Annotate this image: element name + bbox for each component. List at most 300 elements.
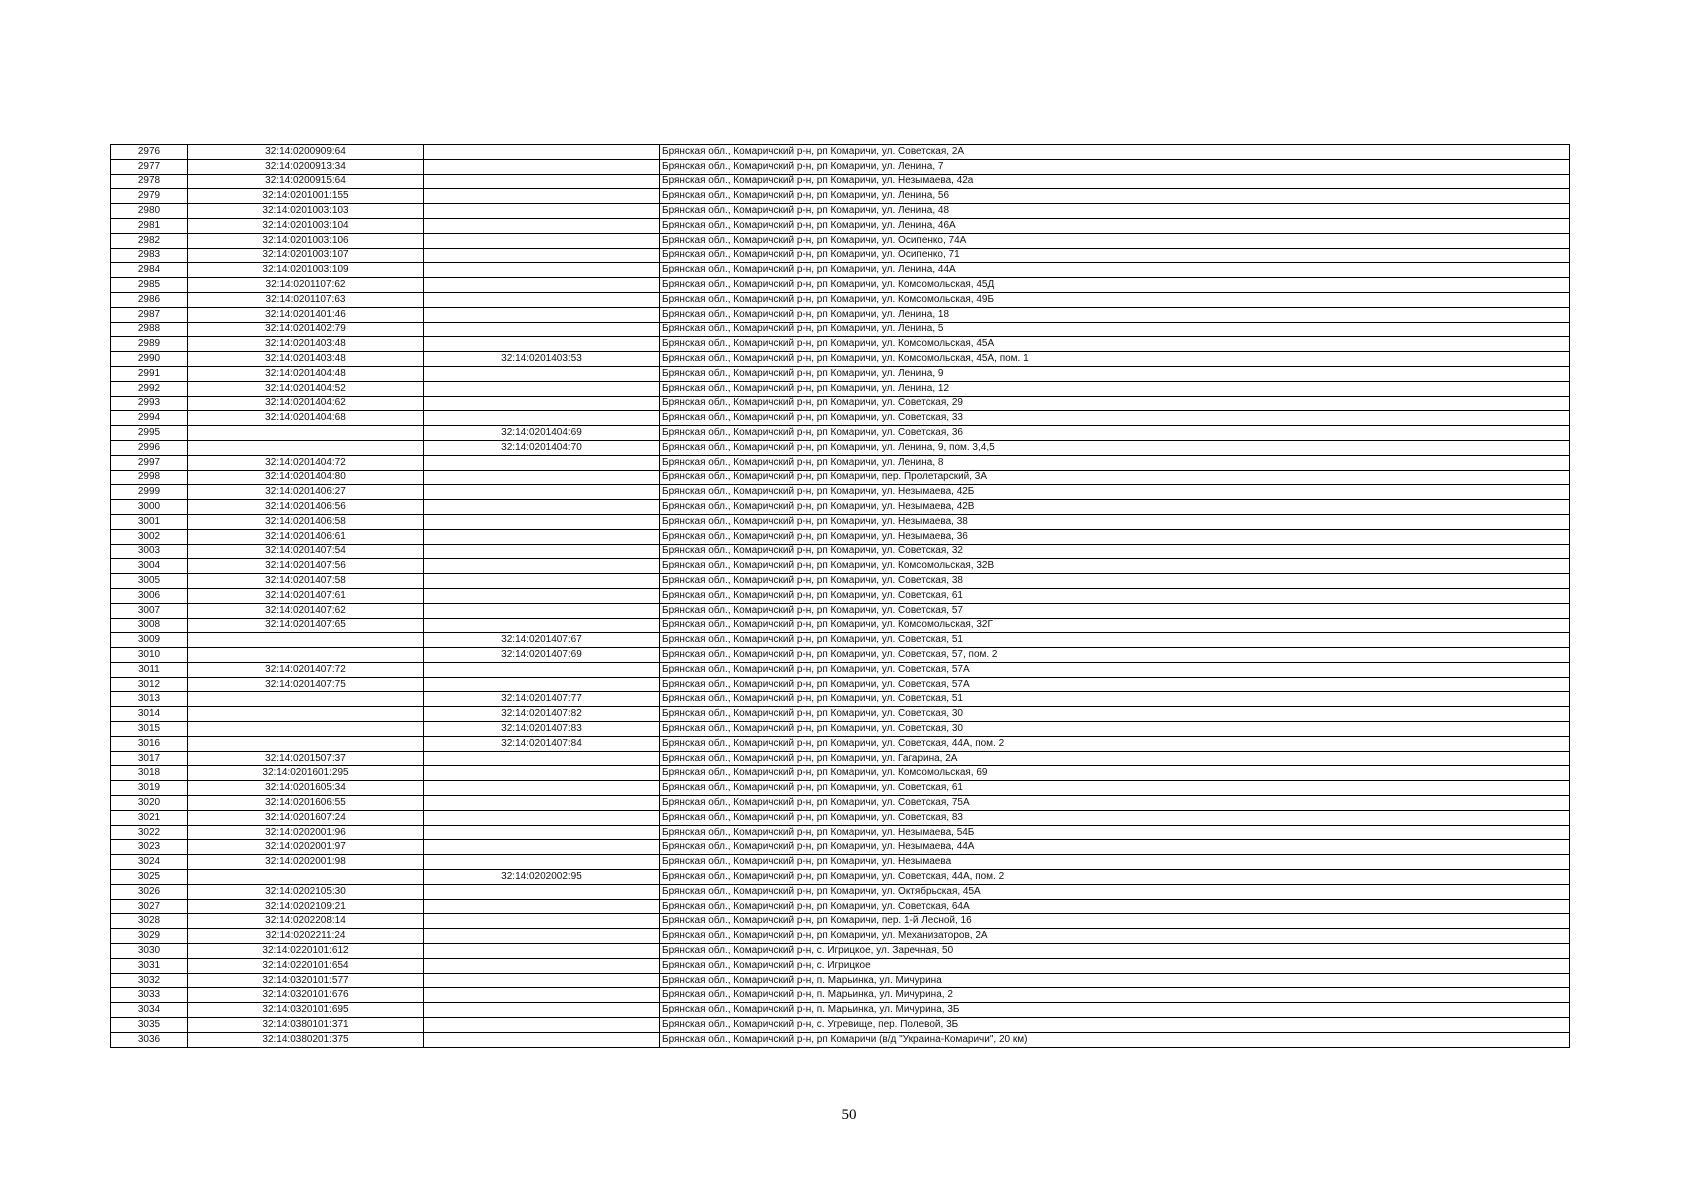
address-cell: Брянская обл., Комаричский р-н, рп Комаричи, ул. Советская, 30	[660, 707, 1570, 722]
address-cell: Брянская обл., Комаричский р-н, рп Комаричи, ул. Незымаева, 42В	[660, 500, 1570, 515]
row-number-cell: 3028	[111, 914, 188, 929]
row-number-cell: 3010	[111, 648, 188, 663]
address-cell: Брянская обл., Комаричский р-н, рп Комаричи, ул. Комсомольская, 49Б	[660, 292, 1570, 307]
table-row	[111, 248, 1570, 263]
address-cell: Брянская обл., Комаричский р-н, рп Комаричи, ул. Советская, 57, пом. 2	[660, 648, 1570, 663]
cadastral-number-cell	[188, 633, 424, 648]
premises-cadastral-number-cell: 32:14:0201404:69	[424, 426, 660, 441]
address-cell: Брянская обл., Комаричский р-н, рп Комаричи, ул. Ленина, 8	[660, 455, 1570, 470]
row-number-cell: 2976	[111, 145, 188, 160]
address-cell: Брянская обл., Комаричский р-н, рп Комаричи, ул. Ленина, 46А	[660, 218, 1570, 233]
cadastral-number-cell	[188, 736, 424, 751]
row-number-cell: 3032	[111, 973, 188, 988]
row-number-cell: 3009	[111, 633, 188, 648]
cadastral-number-cell: 32:14:0201605:34	[188, 781, 424, 796]
premises-cadastral-number-cell	[424, 307, 660, 322]
address-cell: Брянская обл., Комаричский р-н, с. Игрицкое	[660, 958, 1570, 973]
row-number-cell: 3018	[111, 766, 188, 781]
row-number-cell: 3007	[111, 603, 188, 618]
address-cell: Брянская обл., Комаричский р-н, рп Комаричи, ул. Незымаева, 42Б	[660, 485, 1570, 500]
cadastral-number-cell: 32:14:0200915:64	[188, 174, 424, 189]
table-row	[111, 751, 1570, 766]
address-cell: Брянская обл., Комаричский р-н, рп Комаричи, ул. Ленина, 44А	[660, 263, 1570, 278]
premises-cadastral-number-cell	[424, 840, 660, 855]
address-cell: Брянская обл., Комаричский р-н, п. Марьинка, ул. Мичурина, 3Б	[660, 1003, 1570, 1018]
row-number-cell: 2982	[111, 233, 188, 248]
premises-cadastral-number-cell: 32:14:0201407:67	[424, 633, 660, 648]
table-row	[111, 470, 1570, 485]
row-number-cell: 2993	[111, 396, 188, 411]
premises-cadastral-number-cell	[424, 174, 660, 189]
row-number-cell: 3034	[111, 1003, 188, 1018]
premises-cadastral-number-cell	[424, 899, 660, 914]
address-cell: Брянская обл., Комаричский р-н, рп Комаричи, ул. Октябрьская, 45А	[660, 884, 1570, 899]
premises-cadastral-number-cell: 32:14:0201407:77	[424, 692, 660, 707]
premises-cadastral-number-cell	[424, 1003, 660, 1018]
cadastral-number-cell: 32:14:0202001:97	[188, 840, 424, 855]
cadastral-number-cell: 32:14:0380201:375	[188, 1032, 424, 1047]
table-row	[111, 677, 1570, 692]
premises-cadastral-number-cell: 32:14:0201407:69	[424, 648, 660, 663]
row-number-cell: 2995	[111, 426, 188, 441]
address-cell: Брянская обл., Комаричский р-н, рп Комаричи, ул. Незымаева	[660, 855, 1570, 870]
table-row	[111, 899, 1570, 914]
address-cell: Брянская обл., Комаричский р-н, рп Комаричи, ул. Советская, 29	[660, 396, 1570, 411]
address-cell: Брянская обл., Комаричский р-н, с. Угревище, пер. Полевой, 3Б	[660, 1018, 1570, 1033]
row-number-cell: 3000	[111, 500, 188, 515]
table-row	[111, 766, 1570, 781]
row-number-cell: 2983	[111, 248, 188, 263]
premises-cadastral-number-cell	[424, 810, 660, 825]
row-number-cell: 2997	[111, 455, 188, 470]
premises-cadastral-number-cell	[424, 677, 660, 692]
premises-cadastral-number-cell	[424, 796, 660, 811]
table-row	[111, 278, 1570, 293]
address-cell: Брянская обл., Комаричский р-н, рп Комаричи, ул. Советская, 75А	[660, 796, 1570, 811]
cadastral-number-cell: 32:14:0201404:80	[188, 470, 424, 485]
row-number-cell: 2984	[111, 263, 188, 278]
row-number-cell: 3025	[111, 870, 188, 885]
cadastral-number-cell: 32:14:0201406:56	[188, 500, 424, 515]
row-number-cell: 2977	[111, 159, 188, 174]
table-row	[111, 145, 1570, 160]
address-cell: Брянская обл., Комаричский р-н, рп Комаричи, ул. Ленина, 9, пом. 3,4,5	[660, 440, 1570, 455]
row-number-cell: 3026	[111, 884, 188, 899]
table-row	[111, 544, 1570, 559]
cadastral-number-cell: 32:14:0201107:62	[188, 278, 424, 293]
premises-cadastral-number-cell	[424, 381, 660, 396]
row-number-cell: 3002	[111, 529, 188, 544]
table-row	[111, 1032, 1570, 1047]
address-cell: Брянская обл., Комаричский р-н, рп Комаричи, ул. Советская, 32	[660, 544, 1570, 559]
table-row	[111, 529, 1570, 544]
row-number-cell: 2991	[111, 366, 188, 381]
cadastral-number-cell: 32:14:0320101:676	[188, 988, 424, 1003]
table-row	[111, 633, 1570, 648]
row-number-cell: 3003	[111, 544, 188, 559]
address-cell: Брянская обл., Комаричский р-н, рп Комаричи, пер. 1-й Лесной, 16	[660, 914, 1570, 929]
address-cell: Брянская обл., Комаричский р-н, рп Комаричи, ул. Советская, 44А, пом. 2	[660, 736, 1570, 751]
address-cell: Брянская обл., Комаричский р-н, п. Марьинка, ул. Мичурина	[660, 973, 1570, 988]
address-cell: Брянская обл., Комаричский р-н, рп Комаричи, ул. Советская, 64А	[660, 899, 1570, 914]
page-number: 50	[841, 1107, 857, 1123]
premises-cadastral-number-cell	[424, 322, 660, 337]
table-row	[111, 485, 1570, 500]
cadastral-number-cell: 32:14:0201407:75	[188, 677, 424, 692]
cadastral-number-cell: 32:14:0201003:103	[188, 204, 424, 219]
address-cell: Брянская обл., Комаричский р-н, рп Комаричи, ул. Советская, 44А, пом. 2	[660, 870, 1570, 885]
row-number-cell: 3017	[111, 751, 188, 766]
row-number-cell: 2990	[111, 352, 188, 367]
address-cell: Брянская обл., Комаричский р-н, рп Комаричи, ул. Осипенко, 71	[660, 248, 1570, 263]
row-number-cell: 3036	[111, 1032, 188, 1047]
cadastral-number-cell: 32:14:0380101:371	[188, 1018, 424, 1033]
address-cell: Брянская обл., Комаричский р-н, рп Комаричи, ул. Советская, 38	[660, 574, 1570, 589]
row-number-cell: 3030	[111, 944, 188, 959]
row-number-cell: 2988	[111, 322, 188, 337]
table-row	[111, 366, 1570, 381]
table-row	[111, 884, 1570, 899]
table-row	[111, 618, 1570, 633]
premises-cadastral-number-cell	[424, 766, 660, 781]
premises-cadastral-number-cell	[424, 500, 660, 515]
table-row	[111, 648, 1570, 663]
table-row	[111, 973, 1570, 988]
premises-cadastral-number-cell	[424, 159, 660, 174]
cadastral-number-cell: 32:14:0201406:61	[188, 529, 424, 544]
table-row	[111, 870, 1570, 885]
address-cell: Брянская обл., Комаричский р-н, рп Комаричи, ул. Ленина, 12	[660, 381, 1570, 396]
premises-cadastral-number-cell	[424, 559, 660, 574]
row-number-cell: 3024	[111, 855, 188, 870]
address-cell: Брянская обл., Комаричский р-н, рп Комаричи, ул. Незымаева, 36	[660, 529, 1570, 544]
row-number-cell: 3001	[111, 514, 188, 529]
cadastral-number-cell: 32:14:0201606:55	[188, 796, 424, 811]
premises-cadastral-number-cell	[424, 366, 660, 381]
cadastral-number-cell: 32:14:0201401:46	[188, 307, 424, 322]
row-number-cell: 3029	[111, 929, 188, 944]
premises-cadastral-number-cell: 32:14:0201407:83	[424, 722, 660, 737]
cadastral-number-cell: 32:14:0201404:62	[188, 396, 424, 411]
cadastral-number-cell: 32:14:0201406:58	[188, 514, 424, 529]
premises-cadastral-number-cell	[424, 529, 660, 544]
cadastral-number-cell: 32:14:0201607:24	[188, 810, 424, 825]
address-cell: Брянская обл., Комаричский р-н, рп Комаричи, ул. Советская, 30	[660, 722, 1570, 737]
table-row	[111, 929, 1570, 944]
cadastral-number-cell: 32:14:0201407:61	[188, 588, 424, 603]
row-number-cell: 3027	[111, 899, 188, 914]
address-cell: Брянская обл., Комаричский р-н, рп Комаричи, ул. Ленина, 48	[660, 204, 1570, 219]
cadastral-number-cell	[188, 692, 424, 707]
table-row	[111, 292, 1570, 307]
address-cell: Брянская обл., Комаричский р-н, рп Комаричи, ул. Незымаева, 54Б	[660, 825, 1570, 840]
premises-cadastral-number-cell	[424, 781, 660, 796]
table-row	[111, 722, 1570, 737]
table-row	[111, 1003, 1570, 1018]
address-cell: Брянская обл., Комаричский р-н, рп Комаричи (в/д "Украина-Комаричи", 20 км)	[660, 1032, 1570, 1047]
premises-cadastral-number-cell	[424, 396, 660, 411]
row-number-cell: 3004	[111, 559, 188, 574]
address-cell: Брянская обл., Комаричский р-н, рп Комаричи, ул. Осипенко, 74А	[660, 233, 1570, 248]
table-row	[111, 159, 1570, 174]
premises-cadastral-number-cell	[424, 485, 660, 500]
row-number-cell: 3031	[111, 958, 188, 973]
address-cell: Брянская обл., Комаричский р-н, рп Комаричи, ул. Советская, 57	[660, 603, 1570, 618]
cadastral-number-cell: 32:14:0201406:27	[188, 485, 424, 500]
address-cell: Брянская обл., Комаричский р-н, рп Комаричи, ул. Советская, 51	[660, 633, 1570, 648]
premises-cadastral-number-cell: 32:14:0201403:53	[424, 352, 660, 367]
cadastral-number-cell: 32:14:0201404:72	[188, 455, 424, 470]
table-row	[111, 796, 1570, 811]
table-row	[111, 988, 1570, 1003]
premises-cadastral-number-cell	[424, 929, 660, 944]
address-cell: Брянская обл., Комаричский р-н, рп Комаричи, ул. Комсомольская, 45А, пом. 1	[660, 352, 1570, 367]
table-row	[111, 337, 1570, 352]
table-row	[111, 500, 1570, 515]
premises-cadastral-number-cell	[424, 204, 660, 219]
table-row	[111, 263, 1570, 278]
cadastral-number-cell: 32:14:0201407:62	[188, 603, 424, 618]
address-cell: Брянская обл., Комаричский р-н, рп Комаричи, ул. Советская, 83	[660, 810, 1570, 825]
address-cell: Брянская обл., Комаричский р-н, рп Комаричи, ул. Ленина, 7	[660, 159, 1570, 174]
row-number-cell: 3013	[111, 692, 188, 707]
premises-cadastral-number-cell	[424, 337, 660, 352]
cadastral-number-cell: 32:14:0220101:654	[188, 958, 424, 973]
cadastral-number-cell: 32:14:0201403:48	[188, 352, 424, 367]
table-row	[111, 707, 1570, 722]
row-number-cell: 3005	[111, 574, 188, 589]
row-number-cell: 2994	[111, 411, 188, 426]
premises-cadastral-number-cell: 32:14:0201404:70	[424, 440, 660, 455]
premises-cadastral-number-cell	[424, 751, 660, 766]
row-number-cell: 2981	[111, 218, 188, 233]
premises-cadastral-number-cell	[424, 988, 660, 1003]
row-number-cell: 2998	[111, 470, 188, 485]
cadastral-number-cell: 32:14:0220101:612	[188, 944, 424, 959]
cadastral-number-cell: 32:14:0201003:109	[188, 263, 424, 278]
premises-cadastral-number-cell	[424, 944, 660, 959]
table-row	[111, 440, 1570, 455]
premises-cadastral-number-cell	[424, 218, 660, 233]
cadastral-number-cell: 32:14:0201407:58	[188, 574, 424, 589]
premises-cadastral-number-cell	[424, 1032, 660, 1047]
cadastral-number-cell: 32:14:0202001:98	[188, 855, 424, 870]
premises-cadastral-number-cell	[424, 455, 660, 470]
table-row	[111, 736, 1570, 751]
premises-cadastral-number-cell	[424, 145, 660, 160]
address-cell: Брянская обл., Комаричский р-н, рп Комаричи, ул. Советская, 61	[660, 781, 1570, 796]
table-row	[111, 189, 1570, 204]
row-number-cell: 3015	[111, 722, 188, 737]
cadastral-number-cell: 32:14:0202208:14	[188, 914, 424, 929]
table-row	[111, 455, 1570, 470]
row-number-cell: 3035	[111, 1018, 188, 1033]
table-row	[111, 174, 1570, 189]
table-row	[111, 322, 1570, 337]
cadastral-number-cell: 32:14:0201107:63	[188, 292, 424, 307]
table-row	[111, 218, 1570, 233]
address-cell: Брянская обл., Комаричский р-н, рп Комаричи, ул. Комсомольская, 32В	[660, 559, 1570, 574]
cadastral-number-cell: 32:14:0201403:48	[188, 337, 424, 352]
address-cell: Брянская обл., Комаричский р-н, рп Комаричи, ул. Советская, 2А	[660, 145, 1570, 160]
table-row	[111, 307, 1570, 322]
premises-cadastral-number-cell	[424, 662, 660, 677]
table-row	[111, 204, 1570, 219]
row-number-cell: 3021	[111, 810, 188, 825]
cadastral-number-cell	[188, 722, 424, 737]
cadastral-number-cell: 32:14:0201407:65	[188, 618, 424, 633]
cadastral-number-cell: 32:14:0202211:24	[188, 929, 424, 944]
register-table-body	[111, 145, 1570, 1048]
table-row	[111, 781, 1570, 796]
table-row	[111, 692, 1570, 707]
address-cell: Брянская обл., Комаричский р-н, рп Комаричи, ул. Комсомольская, 45А	[660, 337, 1570, 352]
cadastral-number-cell: 32:14:0201407:54	[188, 544, 424, 559]
row-number-cell: 2992	[111, 381, 188, 396]
cadastral-number-cell: 32:14:0202105:30	[188, 884, 424, 899]
premises-cadastral-number-cell	[424, 278, 660, 293]
address-cell: Брянская обл., Комаричский р-н, рп Комаричи, ул. Ленина, 18	[660, 307, 1570, 322]
table-row	[111, 588, 1570, 603]
register-table	[110, 144, 1570, 1048]
premises-cadastral-number-cell: 32:14:0201407:82	[424, 707, 660, 722]
row-number-cell: 2979	[111, 189, 188, 204]
cadastral-number-cell	[188, 648, 424, 663]
table-row	[111, 352, 1570, 367]
cadastral-number-cell: 32:14:0201003:106	[188, 233, 424, 248]
address-cell: Брянская обл., Комаричский р-н, рп Комаричи, ул. Советская, 33	[660, 411, 1570, 426]
premises-cadastral-number-cell	[424, 603, 660, 618]
premises-cadastral-number-cell	[424, 958, 660, 973]
table-row	[111, 426, 1570, 441]
cadastral-number-cell: 32:14:0202109:21	[188, 899, 424, 914]
cadastral-number-cell: 32:14:0320101:577	[188, 973, 424, 988]
premises-cadastral-number-cell	[424, 588, 660, 603]
table-row	[111, 855, 1570, 870]
premises-cadastral-number-cell	[424, 855, 660, 870]
row-number-cell: 3019	[111, 781, 188, 796]
table-row	[111, 810, 1570, 825]
row-number-cell: 2996	[111, 440, 188, 455]
address-cell: Брянская обл., Комаричский р-н, рп Комаричи, ул. Незымаева, 38	[660, 514, 1570, 529]
premises-cadastral-number-cell	[424, 292, 660, 307]
row-number-cell: 3020	[111, 796, 188, 811]
row-number-cell: 2999	[111, 485, 188, 500]
cadastral-number-cell: 32:14:0320101:695	[188, 1003, 424, 1018]
cadastral-number-cell: 32:14:0201003:107	[188, 248, 424, 263]
premises-cadastral-number-cell	[424, 914, 660, 929]
row-number-cell: 3014	[111, 707, 188, 722]
cadastral-number-cell: 32:14:0201407:56	[188, 559, 424, 574]
premises-cadastral-number-cell	[424, 1018, 660, 1033]
table-row	[111, 559, 1570, 574]
premises-cadastral-number-cell	[424, 470, 660, 485]
address-cell: Брянская обл., Комаричский р-н, рп Комаричи, ул. Ленина, 9	[660, 366, 1570, 381]
row-number-cell: 2978	[111, 174, 188, 189]
address-cell: Брянская обл., Комаричский р-н, п. Марьинка, ул. Мичурина, 2	[660, 988, 1570, 1003]
address-cell: Брянская обл., Комаричский р-н, рп Комаричи, ул. Ленина, 56	[660, 189, 1570, 204]
table-row	[111, 396, 1570, 411]
cadastral-number-cell	[188, 870, 424, 885]
row-number-cell: 3011	[111, 662, 188, 677]
table-row	[111, 825, 1570, 840]
cadastral-number-cell	[188, 707, 424, 722]
premises-cadastral-number-cell	[424, 574, 660, 589]
table-row	[111, 574, 1570, 589]
premises-cadastral-number-cell	[424, 189, 660, 204]
cadastral-number-cell: 32:14:0200909:64	[188, 145, 424, 160]
premises-cadastral-number-cell	[424, 411, 660, 426]
table-row	[111, 381, 1570, 396]
premises-cadastral-number-cell	[424, 233, 660, 248]
row-number-cell: 2980	[111, 204, 188, 219]
cadastral-number-cell: 32:14:0201404:68	[188, 411, 424, 426]
address-cell: Брянская обл., Комаричский р-н, рп Комаричи, ул. Гагарина, 2А	[660, 751, 1570, 766]
cadastral-number-cell: 32:14:0201507:37	[188, 751, 424, 766]
premises-cadastral-number-cell	[424, 248, 660, 263]
address-cell: Брянская обл., Комаричский р-н, рп Комаричи, пер. Пролетарский, 3А	[660, 470, 1570, 485]
cadastral-number-cell: 32:14:0202001:96	[188, 825, 424, 840]
table-row	[111, 1018, 1570, 1033]
cadastral-number-cell: 32:14:0201003:104	[188, 218, 424, 233]
table-row	[111, 662, 1570, 677]
address-cell: Брянская обл., Комаричский р-н, рп Комаричи, ул. Советская, 61	[660, 588, 1570, 603]
cadastral-number-cell: 32:14:0201407:72	[188, 662, 424, 677]
premises-cadastral-number-cell	[424, 825, 660, 840]
row-number-cell: 3006	[111, 588, 188, 603]
premises-cadastral-number-cell	[424, 263, 660, 278]
premises-cadastral-number-cell: 32:14:0202002:95	[424, 870, 660, 885]
cadastral-number-cell	[188, 440, 424, 455]
row-number-cell: 3022	[111, 825, 188, 840]
address-cell: Брянская обл., Комаричский р-н, рп Комаричи, ул. Незымаева, 42а	[660, 174, 1570, 189]
address-cell: Брянская обл., Комаричский р-н, рп Комаричи, ул. Советская, 51	[660, 692, 1570, 707]
row-number-cell: 3008	[111, 618, 188, 633]
address-cell: Брянская обл., Комаричский р-н, рп Комаричи, ул. Комсомольская, 45Д	[660, 278, 1570, 293]
cadastral-number-cell: 32:14:0200913:34	[188, 159, 424, 174]
table-row	[111, 914, 1570, 929]
table-row	[111, 411, 1570, 426]
row-number-cell: 3012	[111, 677, 188, 692]
premises-cadastral-number-cell: 32:14:0201407:84	[424, 736, 660, 751]
address-cell: Брянская обл., Комаричский р-н, рп Комаричи, ул. Незымаева, 44А	[660, 840, 1570, 855]
cadastral-number-cell: 32:14:0201402:79	[188, 322, 424, 337]
address-cell: Брянская обл., Комаричский р-н, рп Комаричи, ул. Советская, 36	[660, 426, 1570, 441]
premises-cadastral-number-cell	[424, 618, 660, 633]
row-number-cell: 2985	[111, 278, 188, 293]
premises-cadastral-number-cell	[424, 884, 660, 899]
premises-cadastral-number-cell	[424, 544, 660, 559]
table-row	[111, 944, 1570, 959]
table-row	[111, 958, 1570, 973]
address-cell: Брянская обл., Комаричский р-н, с. Игрицкое, ул. Заречная, 50	[660, 944, 1570, 959]
premises-cadastral-number-cell	[424, 973, 660, 988]
address-cell: Брянская обл., Комаричский р-н, рп Комаричи, ул. Механизаторов, 2А	[660, 929, 1570, 944]
cadastral-number-cell: 32:14:0201404:48	[188, 366, 424, 381]
row-number-cell: 2986	[111, 292, 188, 307]
row-number-cell: 2987	[111, 307, 188, 322]
address-cell: Брянская обл., Комаричский р-н, рп Комаричи, ул. Ленина, 5	[660, 322, 1570, 337]
cadastral-number-cell: 32:14:0201404:52	[188, 381, 424, 396]
cadastral-number-cell: 32:14:0201001:155	[188, 189, 424, 204]
address-cell: Брянская обл., Комаричский р-н, рп Комаричи, ул. Советская, 57А	[660, 662, 1570, 677]
premises-cadastral-number-cell	[424, 514, 660, 529]
address-cell: Брянская обл., Комаричский р-н, рп Комаричи, ул. Советская, 57А	[660, 677, 1570, 692]
table-row	[111, 233, 1570, 248]
row-number-cell: 3016	[111, 736, 188, 751]
table-row	[111, 514, 1570, 529]
table-row	[111, 603, 1570, 618]
